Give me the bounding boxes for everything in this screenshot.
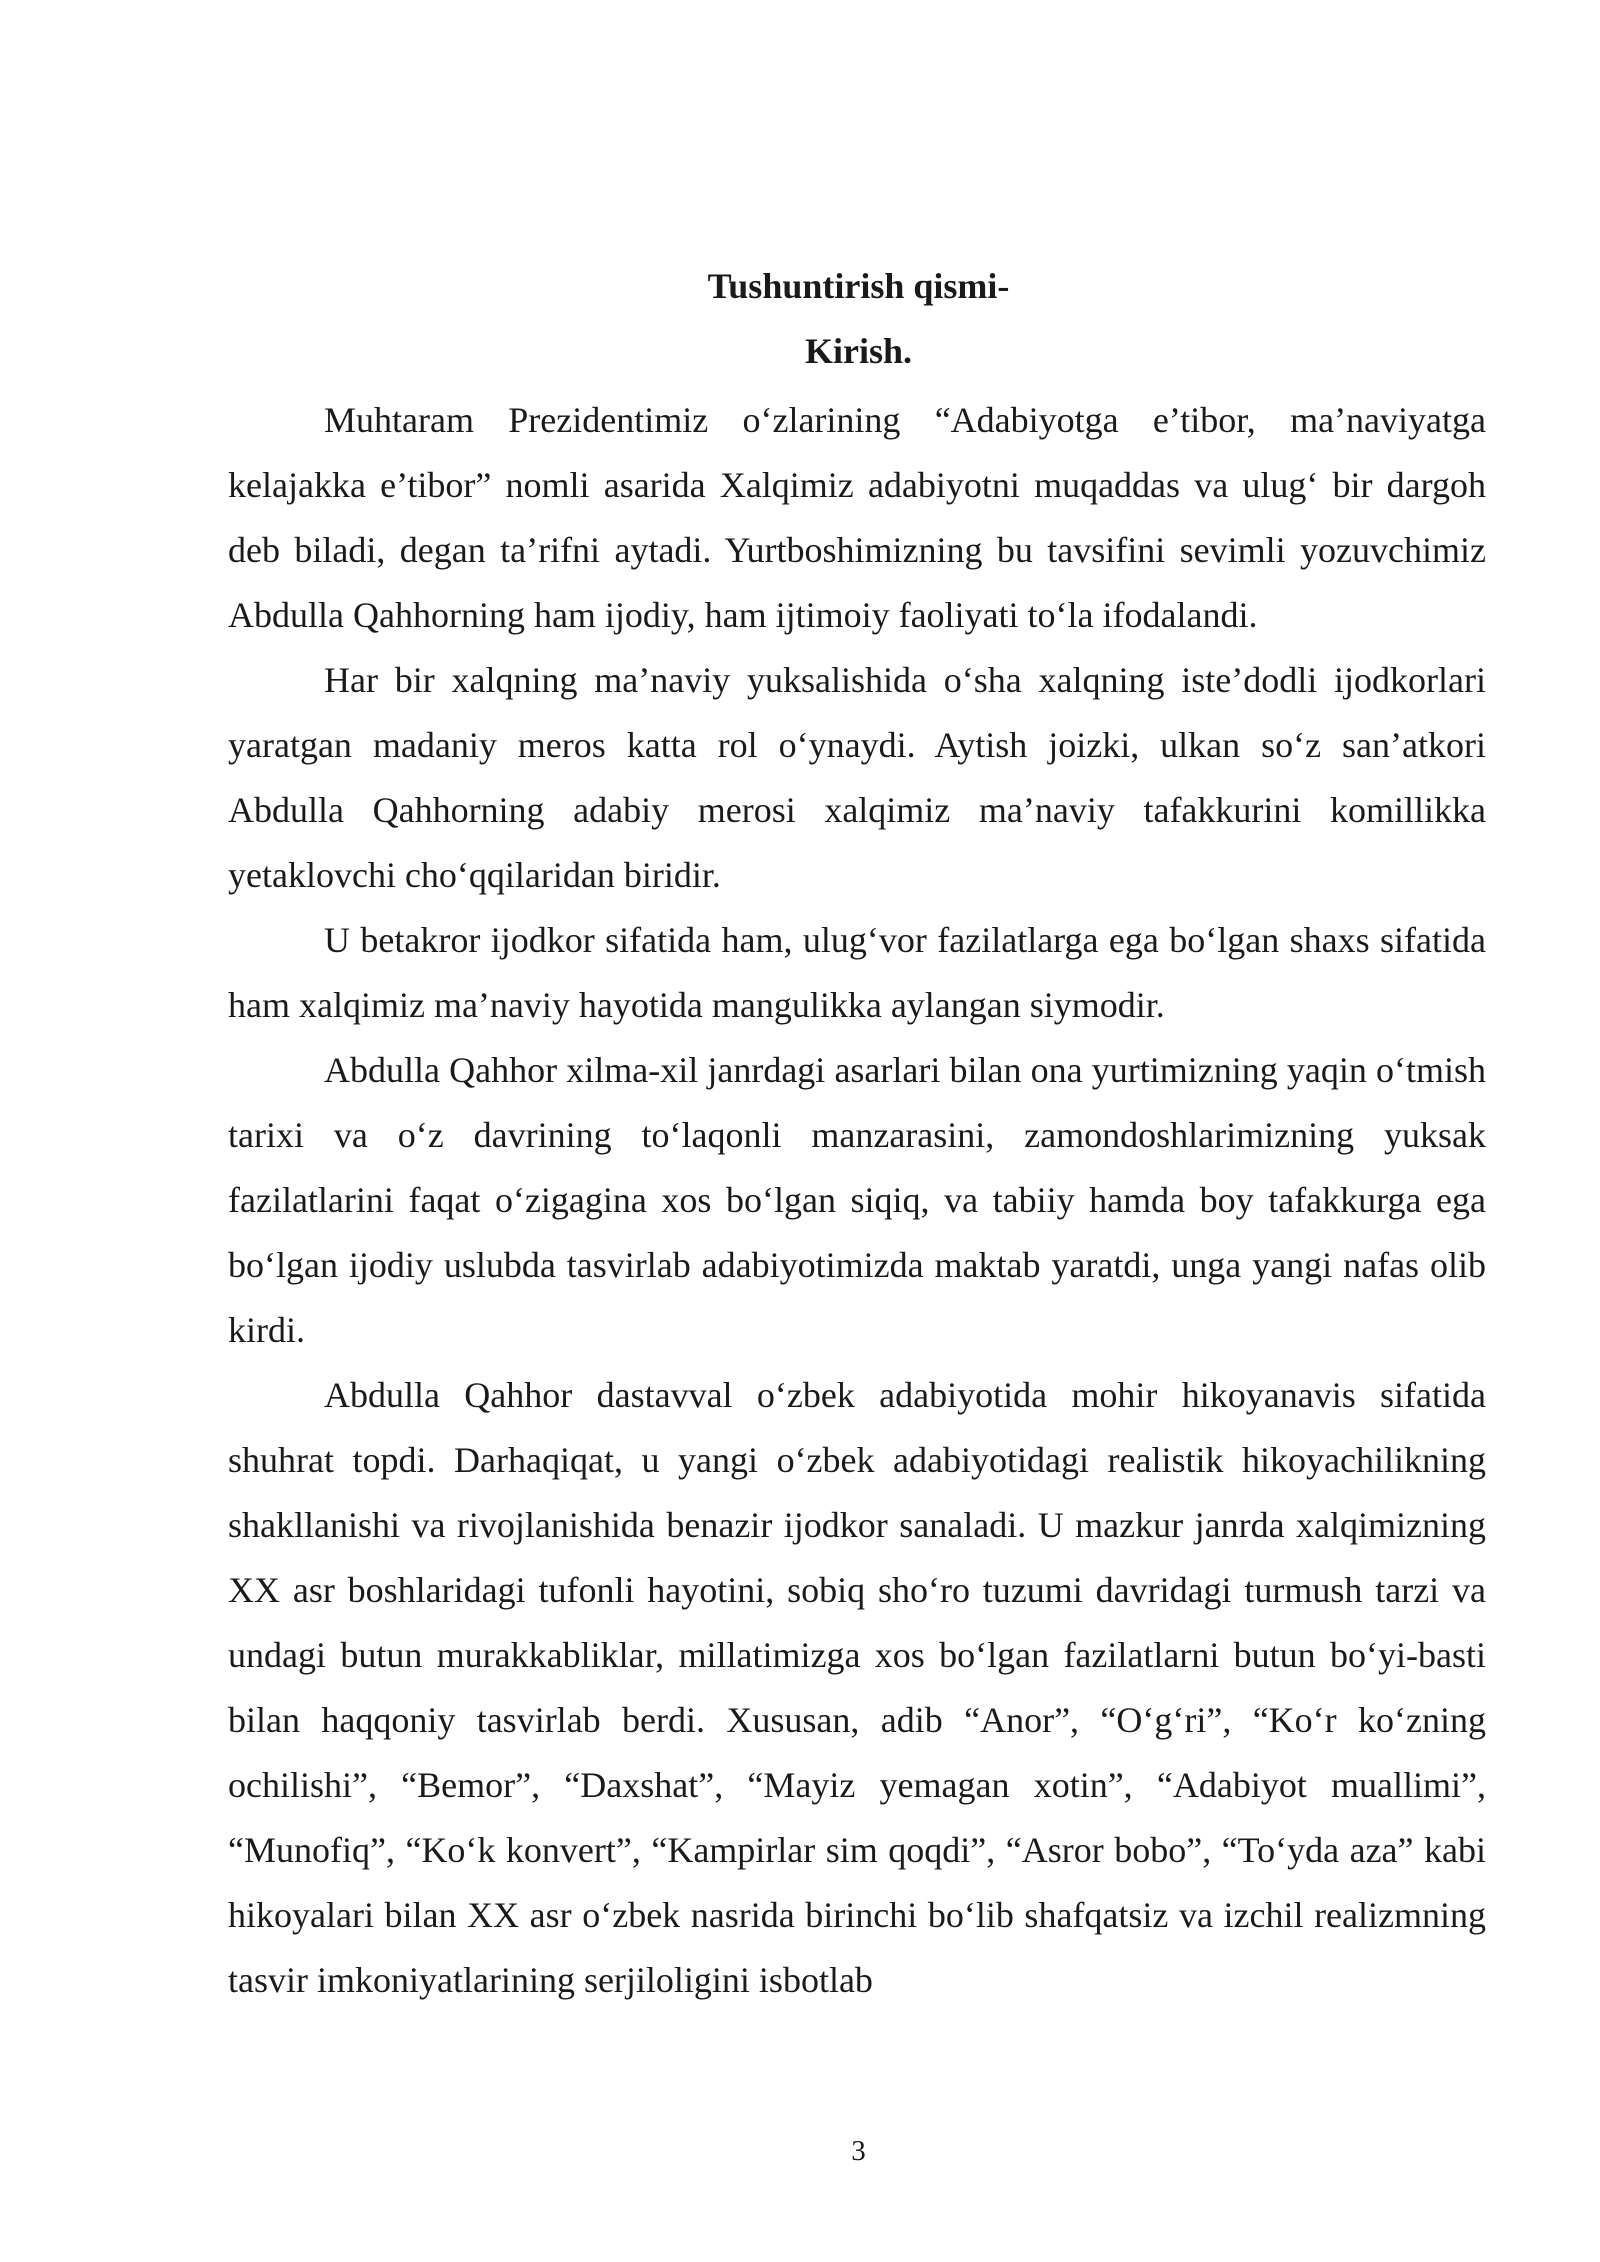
section-heading: Kirish. xyxy=(804,331,912,371)
paragraph: Har bir xalqning ma’naviy yuksalishida o‘sha xalqning iste’dodli ijodkorlari yaratgan madaniy meros katta rol o‘ynaydi. Aytish joizki, ulkan so‘z san’atkori Abdulla Qahhorning adabiy merosi xalqimiz ma’naviy tafakkurini komillikka yetaklovchi cho‘qqilaridan biridir. xyxy=(228,660,1486,895)
paragraph: Muhtaram Prezidentimiz o‘zlarining “Adabiyotga e’tibor, ma’naviyatga kelajakka e’tibor” nomli asarida Xalqimiz adabiyotni muqaddas va ulug‘ bir dargoh deb biladi, degan ta’rifni aytadi. Yurtboshimizning bu tavsifini sevimli yozuvchimiz Abdulla Qahhorning ham ijodiy, ham ijtimoiy faoliyati to‘la ifodalandi. xyxy=(228,400,1486,635)
document-body xyxy=(228,388,1486,2013)
page-number: 3 xyxy=(851,2135,866,2167)
paragraph: Abdulla Qahhor dastavval o‘zbek adabiyotida mohir hikoyanavis sifatida shuhrat topdi. Darhaqiqat, u yangi o‘zbek adabiyotidagi realistik hikoyachilikning shakllanishi va rivojlanishida benazir ijodkor sanaladi. U mazkur janrda xalqimizning XX asr boshlaridagi tufonli hayotini, sobiq sho‘ro tuzumi davridagi turmush tarzi va undagi butun murakkabliklar, millatimizga xos bo‘lgan fazilatlarni butun bo‘yi-basti bilan haqqoniy tasvirlab berdi. Xususan, adib “Anor”, “O‘g‘ri”, “Ko‘r ko‘zning ochilishi”, “Bemor”, “Daxshat”, “Mayiz yemagan xotin”, “Adabiyot muallimi”, “Munofiq”, “Ko‘k konvert”, “Kampirlar sim qoqdi”, “Asror bobo”, “To‘yda aza” kabi hikoyalari bilan XX asr o‘zbek nasrida birinchi bo‘lib shafqatsiz va izchil realizmning tasvir imkoniyatlarining serjiloligini isbotlab xyxy=(228,1375,1486,2000)
paragraph: U betakror ijodkor sifatida ham, ulug‘vor fazilatlarga ega bo‘lgan shaxs sifatida ham xalqimiz ma’naviy hayotida mangulikka aylangan siymodir. xyxy=(228,920,1486,1025)
document-title: Tushuntirish qismi- xyxy=(707,266,1010,306)
paragraph: Abdulla Qahhor xilma-xil janrdagi asarlari bilan ona yurtimizning yaqin o‘tmish tarixi va o‘z davrining to‘laqonli manzarasini, zamondoshlarimizning yuksak fazilatlarini faqat o‘zigagina xos bo‘lgan siqiq, va tabiiy hamda boy tafakkurga ega bo‘lgan ijodiy uslubda tasvirlab adabiyotimizda maktab yaratdi, unga yangi nafas olib kirdi. xyxy=(228,1050,1486,1350)
